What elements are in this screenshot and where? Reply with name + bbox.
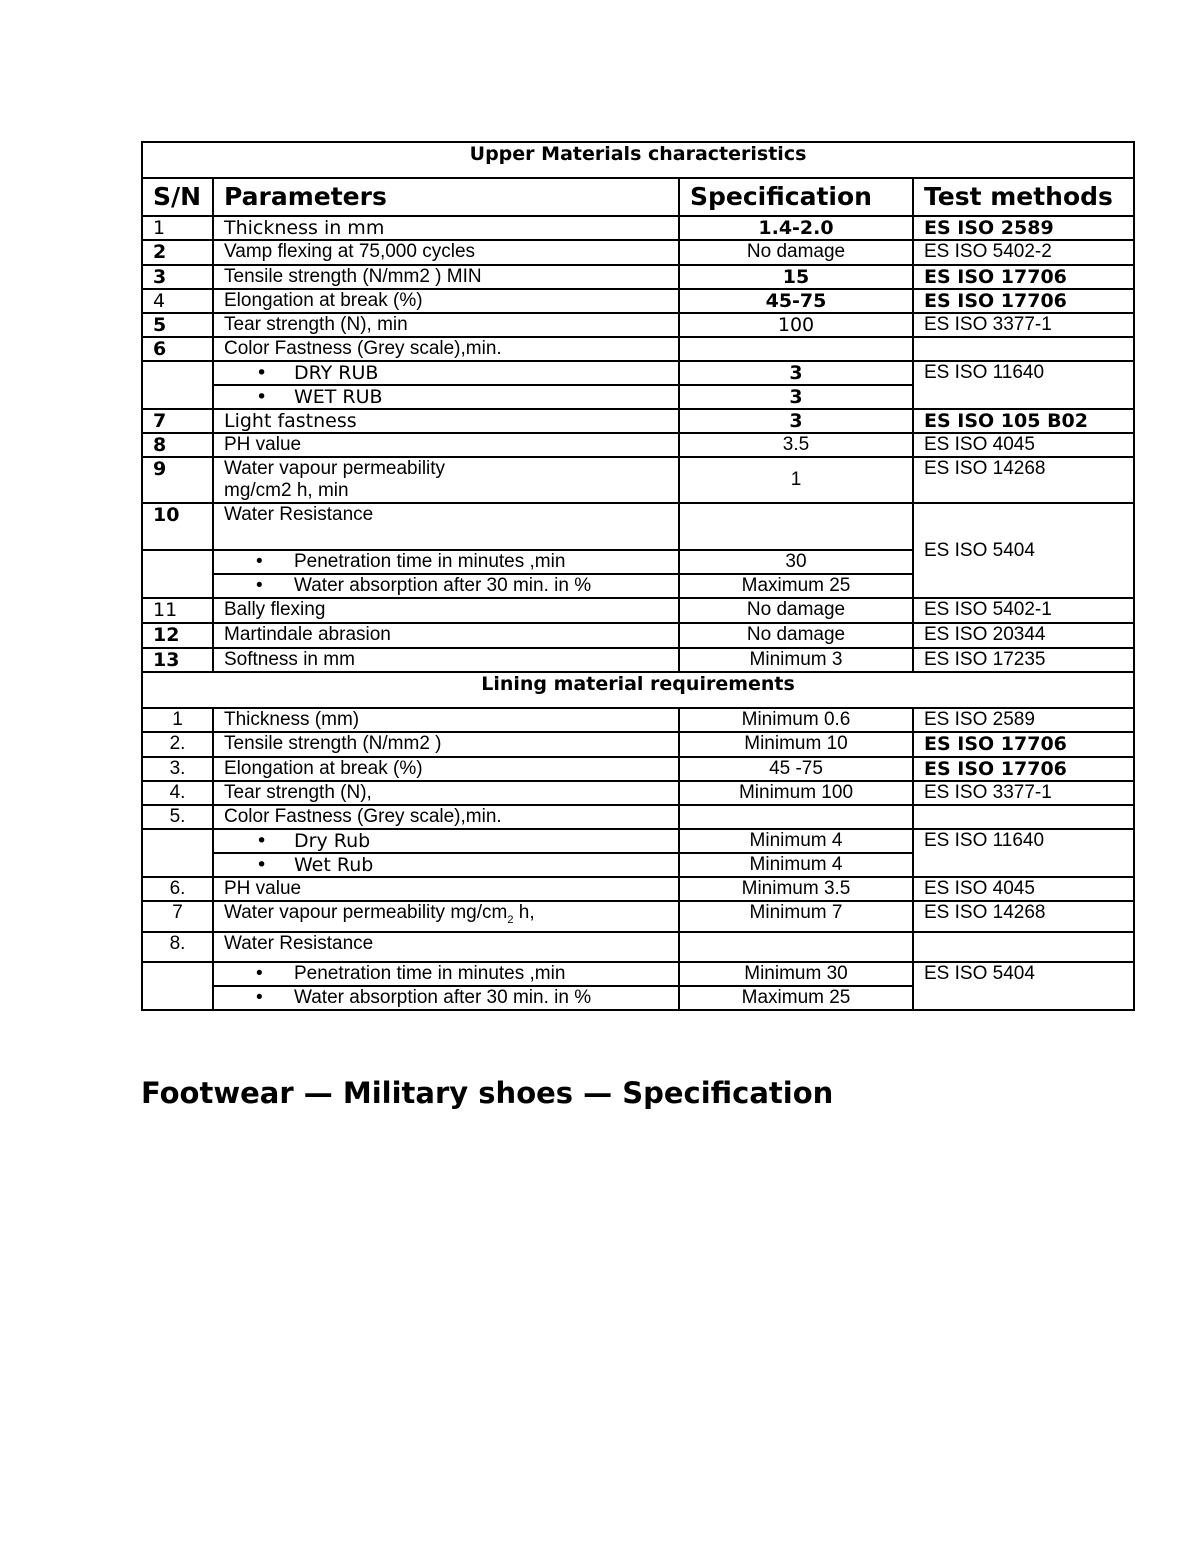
parameter-cell xyxy=(213,361,679,385)
table-row xyxy=(142,901,1134,932)
test-cell: ES ISO 5402-2 xyxy=(913,240,1134,265)
parameter-cell: Light fastness xyxy=(213,409,679,433)
sn-cell: 1 xyxy=(142,216,213,240)
table-row xyxy=(142,932,1134,962)
parameter-cell: Elongation at break (%) xyxy=(213,289,679,313)
sn-cell: 8. xyxy=(142,932,213,962)
parameter-label: Water absorption after 30 min. in % xyxy=(294,986,592,1008)
table-row xyxy=(142,623,1134,648)
sn-cell: 6. xyxy=(142,877,213,901)
spec-cell: Minimum 4 xyxy=(679,829,913,853)
spec-cell: 3 xyxy=(679,385,913,409)
sn-cell: 7 xyxy=(142,409,213,433)
table-row xyxy=(142,503,1134,550)
table-row xyxy=(142,409,1134,433)
parameter-label: DRY RUB xyxy=(294,362,379,384)
spec-cell: 30 xyxy=(679,550,913,574)
bullet-icon xyxy=(224,386,294,408)
spec-cell: Minimum 30 xyxy=(679,962,913,986)
specification-table xyxy=(141,141,1135,1011)
parameter-cell xyxy=(213,853,679,877)
table-row xyxy=(142,457,1134,503)
spec-cell: 1 xyxy=(679,457,913,503)
table-row xyxy=(142,598,1134,623)
test-cell: ES ISO 3377-1 xyxy=(913,313,1134,337)
parameter-cell: Thickness (mm) xyxy=(213,708,679,732)
parameter-cell: PH value xyxy=(213,877,679,901)
table-row xyxy=(142,337,1134,361)
test-cell xyxy=(913,932,1134,962)
parameter-cell: Elongation at break (%) xyxy=(213,757,679,781)
sn-cell: 10 xyxy=(142,503,213,550)
table-row xyxy=(142,433,1134,457)
test-cell xyxy=(913,805,1134,829)
sn-cell: 8 xyxy=(142,433,213,457)
parameter-label: Wet Rub xyxy=(294,854,374,876)
table-row xyxy=(142,216,1134,240)
parameter-label: Water vapour permeability mg/cm xyxy=(224,902,508,923)
test-cell: ES ISO 11640 xyxy=(913,361,1134,409)
test-cell: ES ISO 2589 xyxy=(913,216,1134,240)
table-row xyxy=(142,757,1134,781)
parameter-cell xyxy=(213,457,679,503)
test-cell: ES ISO 2589 xyxy=(913,708,1134,732)
table-row xyxy=(142,877,1134,901)
test-cell: ES ISO 105 B02 xyxy=(913,409,1134,433)
test-cell: ES ISO 3377-1 xyxy=(913,781,1134,805)
bullet-icon xyxy=(224,963,294,985)
parameter-cell: PH value xyxy=(213,433,679,457)
test-cell: ES ISO 4045 xyxy=(913,433,1134,457)
parameter-cell xyxy=(213,986,679,1010)
parameter-cell xyxy=(213,385,679,409)
test-cell: ES ISO 17706 xyxy=(913,732,1134,757)
sn-cell: 2. xyxy=(142,732,213,757)
sn-cell xyxy=(142,829,213,877)
parameter-cell: Softness in mm xyxy=(213,648,679,672)
table-row xyxy=(142,781,1134,805)
parameter-cell xyxy=(213,829,679,853)
parameter-line-1: Water vapour permeability xyxy=(224,458,446,479)
spec-cell: 1.4-2.0 xyxy=(679,216,913,240)
spec-cell: 45-75 xyxy=(679,289,913,313)
spec-cell: Minimum 3.5 xyxy=(679,877,913,901)
spec-cell: Minimum 7 xyxy=(679,901,913,932)
test-cell xyxy=(913,337,1134,361)
sn-cell: 4 xyxy=(142,289,213,313)
parameter-cell: Vamp flexing at 75,000 cycles xyxy=(213,240,679,265)
test-cell: ES ISO 17706 xyxy=(913,757,1134,781)
document-title: Footwear — Military shoes — Specification xyxy=(141,1076,834,1110)
table-row xyxy=(142,708,1134,732)
sn-cell: 12 xyxy=(142,623,213,648)
test-cell: ES ISO 5404 xyxy=(913,962,1134,1010)
upper-title: Upper Materials characteristics xyxy=(142,142,1134,178)
lining-title: Lining material requirements xyxy=(142,672,1134,708)
table-row xyxy=(142,732,1134,757)
test-cell: ES ISO 14268 xyxy=(913,901,1134,932)
table-row xyxy=(142,805,1134,829)
sn-cell: 4. xyxy=(142,781,213,805)
parameter-cell: Thickness in mm xyxy=(213,216,679,240)
bullet-icon xyxy=(224,854,294,876)
sn-cell: 6 xyxy=(142,337,213,361)
spec-cell: Maximum 25 xyxy=(679,574,913,598)
parameter-cell: Martindale abrasion xyxy=(213,623,679,648)
spec-cell xyxy=(679,805,913,829)
spec-cell: 3 xyxy=(679,409,913,433)
table-row xyxy=(142,361,1134,385)
spec-cell: Minimum 4 xyxy=(679,853,913,877)
spec-cell xyxy=(679,337,913,361)
header-specification: Specification xyxy=(679,178,913,216)
parameter-cell: Tear strength (N), xyxy=(213,781,679,805)
header-sn: S/N xyxy=(142,178,213,216)
parameter-label: Penetration time in minutes ,min xyxy=(294,551,566,572)
test-cell: ES ISO 17706 xyxy=(913,265,1134,289)
test-cell: ES ISO 20344 xyxy=(913,623,1134,648)
table-row xyxy=(142,240,1134,265)
spec-cell: 100 xyxy=(679,313,913,337)
parameter-cell: Tensile strength (N/mm2 ) xyxy=(213,732,679,757)
sn-cell: 13 xyxy=(142,648,213,672)
sn-cell: 9 xyxy=(142,457,213,503)
spec-cell: No damage xyxy=(679,240,913,265)
table-row xyxy=(142,313,1134,337)
parameter-label: Dry Rub xyxy=(294,830,371,852)
spec-cell: Maximum 25 xyxy=(679,986,913,1010)
sn-cell: 3. xyxy=(142,757,213,781)
spec-cell: 45 -75 xyxy=(679,757,913,781)
spec-cell: 15 xyxy=(679,265,913,289)
sn-cell: 5 xyxy=(142,313,213,337)
table-row xyxy=(142,962,1134,986)
sn-cell: 7 xyxy=(142,901,213,932)
sn-cell: 1 xyxy=(142,708,213,732)
parameter-cell xyxy=(213,962,679,986)
parameter-cell: Water Resistance xyxy=(213,503,679,550)
parameter-cell xyxy=(213,901,679,932)
sn-cell: 2 xyxy=(142,240,213,265)
parameter-subscript: 2 xyxy=(507,913,514,926)
spec-cell xyxy=(679,932,913,962)
bullet-icon xyxy=(224,575,294,597)
test-cell: ES ISO 17235 xyxy=(913,648,1134,672)
header-test-methods: Test methods xyxy=(913,178,1134,216)
header-parameters: Parameters xyxy=(213,178,679,216)
spec-cell: Minimum 3 xyxy=(679,648,913,672)
test-cell: ES ISO 5402-1 xyxy=(913,598,1134,623)
bullet-icon xyxy=(224,551,294,573)
sn-cell xyxy=(142,361,213,409)
parameter-label: Penetration time in minutes ,min xyxy=(294,962,566,984)
parameter-cell: Color Fastness (Grey scale),min. xyxy=(213,337,679,361)
table-row xyxy=(142,648,1134,672)
header-row xyxy=(142,178,1134,216)
test-cell: ES ISO 11640 xyxy=(913,829,1134,877)
spec-cell: No damage xyxy=(679,598,913,623)
sn-cell: 3 xyxy=(142,265,213,289)
parameter-cell: Bally flexing xyxy=(213,598,679,623)
parameter-line-2: mg/cm2 h, min xyxy=(224,480,349,501)
spec-cell xyxy=(679,503,913,550)
parameter-cell: Tear strength (N), min xyxy=(213,313,679,337)
parameter-cell xyxy=(213,574,679,598)
parameter-cell: Tensile strength (N/mm2 ) MIN xyxy=(213,265,679,289)
sn-cell xyxy=(142,550,213,598)
test-cell: ES ISO 14268 xyxy=(913,457,1134,503)
parameter-tail: h, xyxy=(513,902,535,923)
spec-cell: No damage xyxy=(679,623,913,648)
sn-cell: 5. xyxy=(142,805,213,829)
bullet-icon xyxy=(224,362,294,384)
test-cell: ES ISO 5404 xyxy=(913,503,1134,598)
parameter-label: WET RUB xyxy=(294,386,383,408)
table-row xyxy=(142,289,1134,313)
table-row xyxy=(142,265,1134,289)
parameter-label: Water absorption after 30 min. in % xyxy=(294,575,592,596)
spec-cell: Minimum 10 xyxy=(679,732,913,757)
sn-cell xyxy=(142,962,213,1010)
spec-cell: 3.5 xyxy=(679,433,913,457)
parameter-cell: Water Resistance xyxy=(213,932,679,962)
bullet-icon xyxy=(224,987,294,1009)
sn-cell: 11 xyxy=(142,598,213,623)
spec-cell: Minimum 100 xyxy=(679,781,913,805)
parameter-cell xyxy=(213,550,679,574)
bullet-icon xyxy=(224,830,294,852)
spec-cell: 3 xyxy=(679,361,913,385)
spec-cell: Minimum 0.6 xyxy=(679,708,913,732)
table-row xyxy=(142,829,1134,853)
test-cell: ES ISO 4045 xyxy=(913,877,1134,901)
test-cell: ES ISO 17706 xyxy=(913,289,1134,313)
parameter-cell: Color Fastness (Grey scale),min. xyxy=(213,805,679,829)
